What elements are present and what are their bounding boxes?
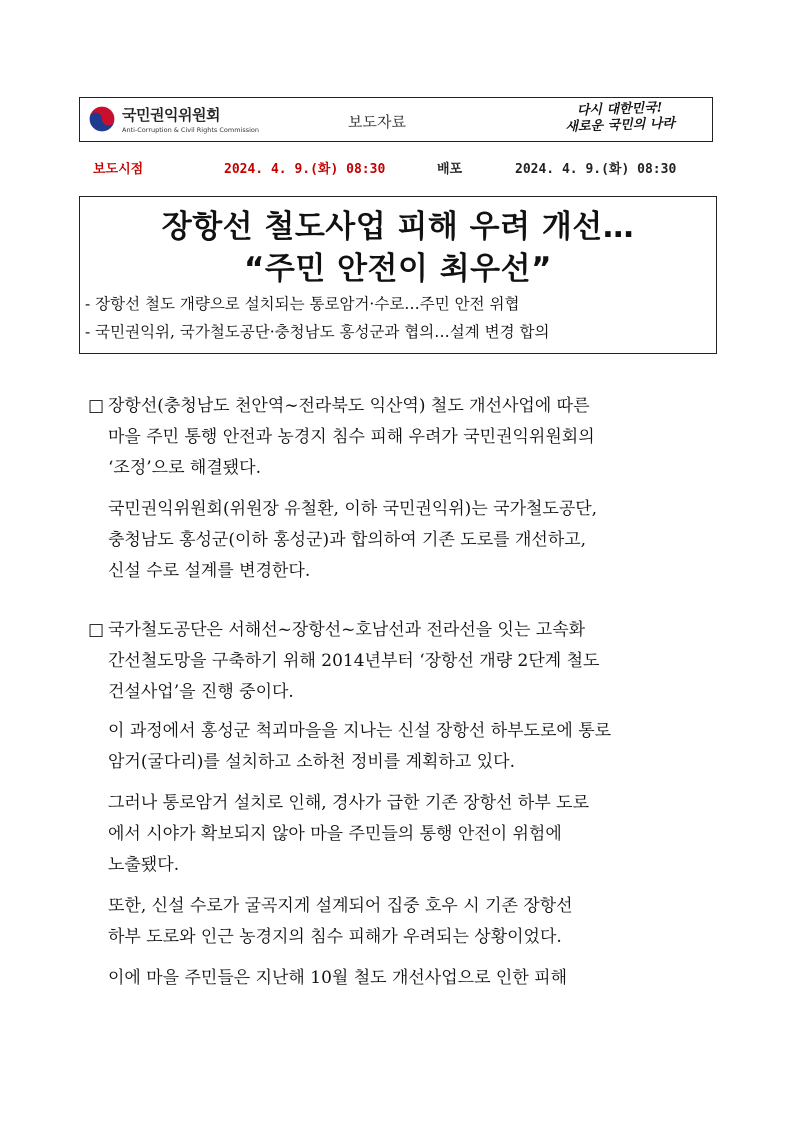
paragraph-7 [108, 963, 567, 994]
paragraph-line: 충청남도 홍성군(이하 홍성군)과 합의하여 기존 도로를 개선하고, [108, 530, 587, 550]
org-name-en: Anti-Corruption & Civil Rights Commission [122, 126, 260, 134]
slogan [534, 99, 705, 143]
paragraph-line: 국민권익위원회(위원장 유철환, 이하 국민권익위)는 국가철도공단, [108, 499, 598, 519]
paragraph-line: 이에 마을 주민들은 지난해 10월 철도 개선사업으로 인한 피해 [108, 968, 567, 988]
headline-box [79, 196, 717, 354]
paragraph-line: 하부 도로와 인근 농경지의 침수 피해가 우려되는 상황이었다. [108, 927, 562, 947]
paragraph-line: 암거(굴다리)를 설치하고 소하천 정비를 계획하고 있다. [108, 752, 515, 772]
release-info [79, 158, 713, 178]
report-time-value: 2024. 4. 9.(화) 08:30 [224, 162, 386, 177]
taegeuk-logo-icon [88, 105, 116, 133]
slogan-line-2: 새로운 국민의 나라 [565, 116, 676, 135]
paragraph-3 [88, 615, 599, 708]
paragraph-4 [108, 716, 611, 778]
org-name-ko: 국민권익위원회 [122, 106, 220, 124]
paragraph-line: 간선철도망을 구축하기 위해 2014년부터 ‘장항선 개량 2단계 철도 [108, 651, 600, 671]
paragraph-line: 노출됐다. [108, 855, 180, 875]
paragraph-line: 또한, 신설 수로가 굴곡지게 설계되어 집중 호우 시 기존 장항선 [108, 896, 573, 916]
paragraph-line: □ 국가철도공단은 서해선~장항선~호남선과 전라선을 잇는 고속화 [88, 615, 599, 646]
slogan-line-1: 다시 대한민국! [576, 100, 663, 119]
paragraph-line: 이 과정에서 홍성군 척괴마을을 지나는 신설 장항선 하부도로에 통로 [108, 721, 612, 741]
paragraph-line: 마을 주민 통행 안전과 농경지 침수 피해 우려가 국민권익위원회의 [108, 427, 595, 447]
paragraph-line: 신설 수로 설계를 변경한다. [108, 561, 311, 581]
doc-type-label: 보도자료 [348, 113, 406, 131]
paragraph-line: 에서 시야가 확보되지 않아 마을 주민들의 통행 안전이 위험에 [108, 824, 562, 844]
subheadline-1: - 장항선 철도 개량으로 설치되는 통로암거·수로…주민 안전 위협 [85, 295, 520, 313]
paragraph-line: ‘조정’으로 해결됐다. [108, 458, 261, 478]
distribution-label: 배포 [437, 162, 463, 177]
paragraph-line: 건설사업’을 진행 중이다. [108, 682, 294, 702]
paragraph-5 [108, 788, 589, 881]
paragraph-line: □ 장항선(충청남도 천안역∼전라북도 익산역) 철도 개선사업에 따른 [88, 391, 595, 422]
checkbox-marker-icon: □ [88, 620, 105, 640]
paragraph-2 [108, 494, 597, 587]
report-time-label: 보도시점 [93, 162, 144, 177]
paragraph-line: 그러나 통로암거 설치로 인해, 경사가 급한 기존 장항선 하부 도로 [108, 793, 590, 813]
subheadline-2: - 국민권익위, 국가철도공단·충청남도 홍성군과 협의…설계 변경 합의 [85, 323, 550, 341]
paragraph-1 [88, 391, 595, 484]
headline-line-1: 장항선 철도사업 피해 우려 개선… [161, 209, 635, 245]
headline-line-2: “주민 안전이 최우선” [244, 251, 552, 287]
checkbox-marker-icon: □ [88, 396, 105, 416]
paragraph-6 [108, 891, 573, 953]
press-header [79, 97, 713, 142]
distribution-value: 2024. 4. 9.(화) 08:30 [515, 162, 677, 177]
